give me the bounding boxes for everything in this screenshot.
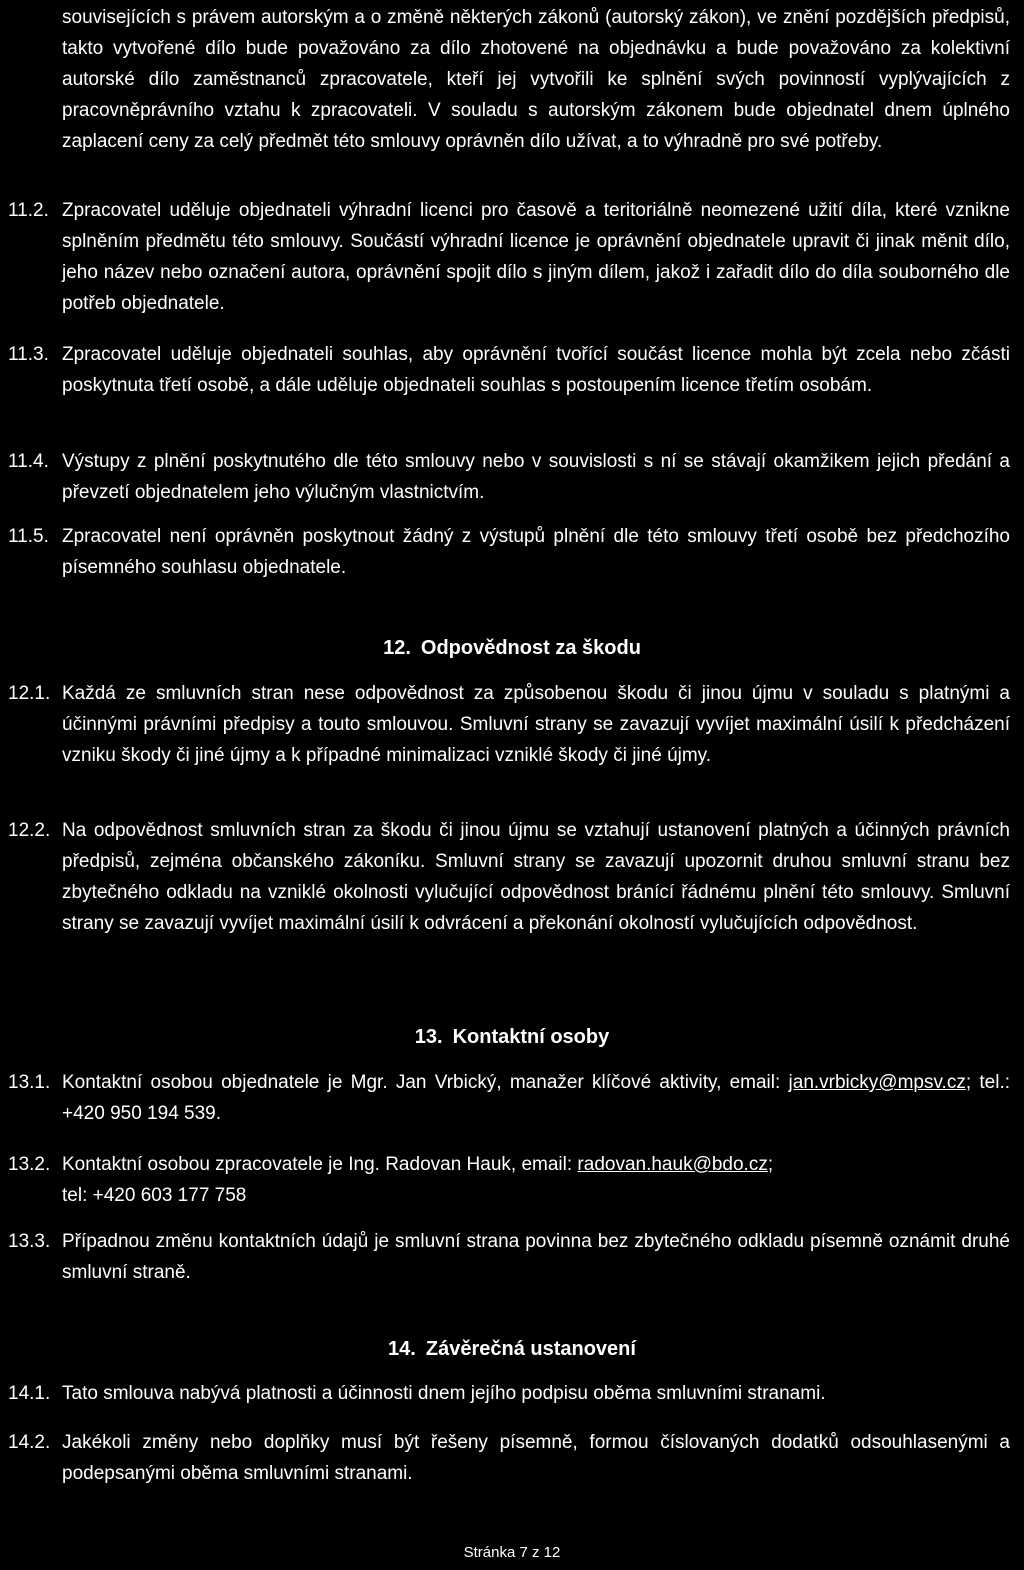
section-heading-13 — [0, 1022, 1024, 1053]
clause-number: 14.1. — [8, 1383, 51, 1404]
clause-number: 12.2. — [8, 820, 51, 841]
clause-14-2 — [8, 1427, 1010, 1489]
email-link[interactable]: jan.vrbicky@mpsv.cz — [788, 1072, 966, 1093]
clause-text: Případnou změnu kontaktních údajů je smluvní strana povinna bez zbytečného odkladu písemně oznámit druhé smluvní straně. — [62, 1231, 1010, 1283]
clause-number: 12.1. — [8, 683, 51, 704]
clause-text: Zpracovatel není oprávněn poskytnout žádný z výstupů plnění dle této smlouvy třetí osobě bez předchozího písemného souhlasu objednatele. — [62, 526, 1010, 578]
clause-11-3 — [8, 339, 1010, 401]
clause-12-2 — [8, 815, 1010, 939]
clause-13-3 — [8, 1226, 1010, 1288]
clause-number: 14.2. — [8, 1432, 51, 1453]
clause-number: 11.4. — [8, 451, 49, 472]
phone-line: tel: +420 603 177 758 — [62, 1185, 247, 1206]
clause-11-2 — [8, 195, 1010, 319]
clause-text: Zpracovatel uděluje objednateli souhlas, aby oprávnění tvořící součást licence mohla být zcela nebo zčásti poskytnuta třetí osobě, a dále uděluje objednateli souhlas s postoupením licence třetím osobám. — [62, 344, 1010, 396]
clause-14-1 — [8, 1378, 1010, 1409]
section-number: 14. — [388, 1338, 416, 1360]
clause-13-1 — [8, 1067, 1010, 1129]
clause-text: Kontaktní osobou zpracovatele je Ing. Radovan Hauk, email: radovan.hauk@bdo.cz; tel: +420 603 177 758 — [62, 1154, 774, 1206]
clause-number: 11.2. — [8, 200, 49, 221]
clause-text: Každá ze smluvních stran nese odpovědnost za způsobenou škodu či jinou újmu v souladu s platnými a účinnými právními předpisy a touto smlouvou. Smluvní strany se zavazují vyvíjet maximální úsilí k předcházení vzniku škody či jiné újmy a k případné minimalizaci vzniklé škody či jiné újmy. — [62, 683, 1010, 766]
section-heading-12 — [0, 633, 1024, 664]
intro-paragraph: souvisejících s právem autorským a o změně některých zákonů (autorský zákon), ve znění pozdějších předpisů, takto vytvořené dílo bude považováno za dílo zhotovené na objednávku a bude považováno za kolektivní autorské dílo zaměstnanců zpracovatele, kteří jej vytvořili ke splnění svých povinností vyplývajících z pracovněprávního vztahu k zpracovateli. V souladu s autorským zákonem bude objednatel dnem úplného zaplacení ceny za celý předmět této smlouvy oprávněn dílo užívat, a to výhradně pro své potřeby. — [62, 7, 1010, 152]
clause-text: Tato smlouva nabývá platnosti a účinnosti dnem jejího podpisu oběma smluvními stranami. — [62, 1383, 826, 1404]
clause-11-4 — [8, 446, 1010, 508]
clause-text: Jakékoli změny nebo doplňky musí být řešeny písemně, formou číslovaných dodatků odsouhlasenými a podepsanými oběma smluvními stranami. — [62, 1432, 1010, 1484]
section-heading-14 — [0, 1334, 1024, 1365]
clause-text: Zpracovatel uděluje objednateli výhradní licenci pro časově a teritoriálně neomezené užití díla, které vznikne splněním předmětu této smlouvy. Součástí výhradní licence je oprávnění objednatele upravit či jinak měnit dílo, jeho název nebo označení autora, oprávnění spojit dílo s jiným dílem, jakož i zařadit dílo do díla souborného dle potřeb objednatele. — [62, 200, 1010, 314]
section-title: Odpovědnost za škodu — [420, 637, 641, 659]
clause-12-1 — [8, 678, 1010, 771]
email-link[interactable]: radovan.hauk@bdo.cz — [577, 1154, 768, 1175]
section-number: 12. — [383, 637, 411, 659]
clause-number: 13.1. — [8, 1072, 51, 1093]
clause-number: 13.3. — [8, 1231, 51, 1252]
clause-number: 13.2. — [8, 1154, 51, 1175]
clause-13-2 — [8, 1149, 1010, 1211]
section-title: Závěrečná ustanovení — [425, 1338, 636, 1360]
clause-text: Kontaktní osobou objednatele je Mgr. Jan Vrbický, manažer klíčové aktivity, email: jan.vrbicky@mpsv.cz; tel.: +420 950 194 539. — [62, 1072, 1010, 1124]
page-number-footer: Stránka 7 z 12 — [463, 1544, 561, 1561]
section-number: 13. — [414, 1026, 443, 1048]
clause-11-5 — [8, 521, 1010, 583]
section-title: Kontaktní osoby — [452, 1026, 610, 1048]
clause-text: Na odpovědnost smluvních stran za škodu či jinou újmu se vztahují ustanovení platných a účinných právních předpisů, zejména občanského zákoníku. Smluvní strany se zavazují upozornit druhou smluvní stranu bez zbytečného odkladu na vzniklé okolnosti vylučující odpovědnost bránící řádnému plnění této smlouvy. Smluvní strany se zavazují vyvíjet maximální úsilí k odvrácení a překonání okolností vylučujících odpovědnost. — [62, 820, 1010, 934]
clause-number: 11.3. — [8, 344, 49, 365]
clause-number: 11.5. — [8, 526, 49, 547]
clause-text: Výstupy z plnění poskytnutého dle této smlouvy nebo v souvislosti s ní se stávají okamžikem jejich předání a převzetí objednatelem jeho výlučným vlastnictvím. — [62, 451, 1010, 503]
